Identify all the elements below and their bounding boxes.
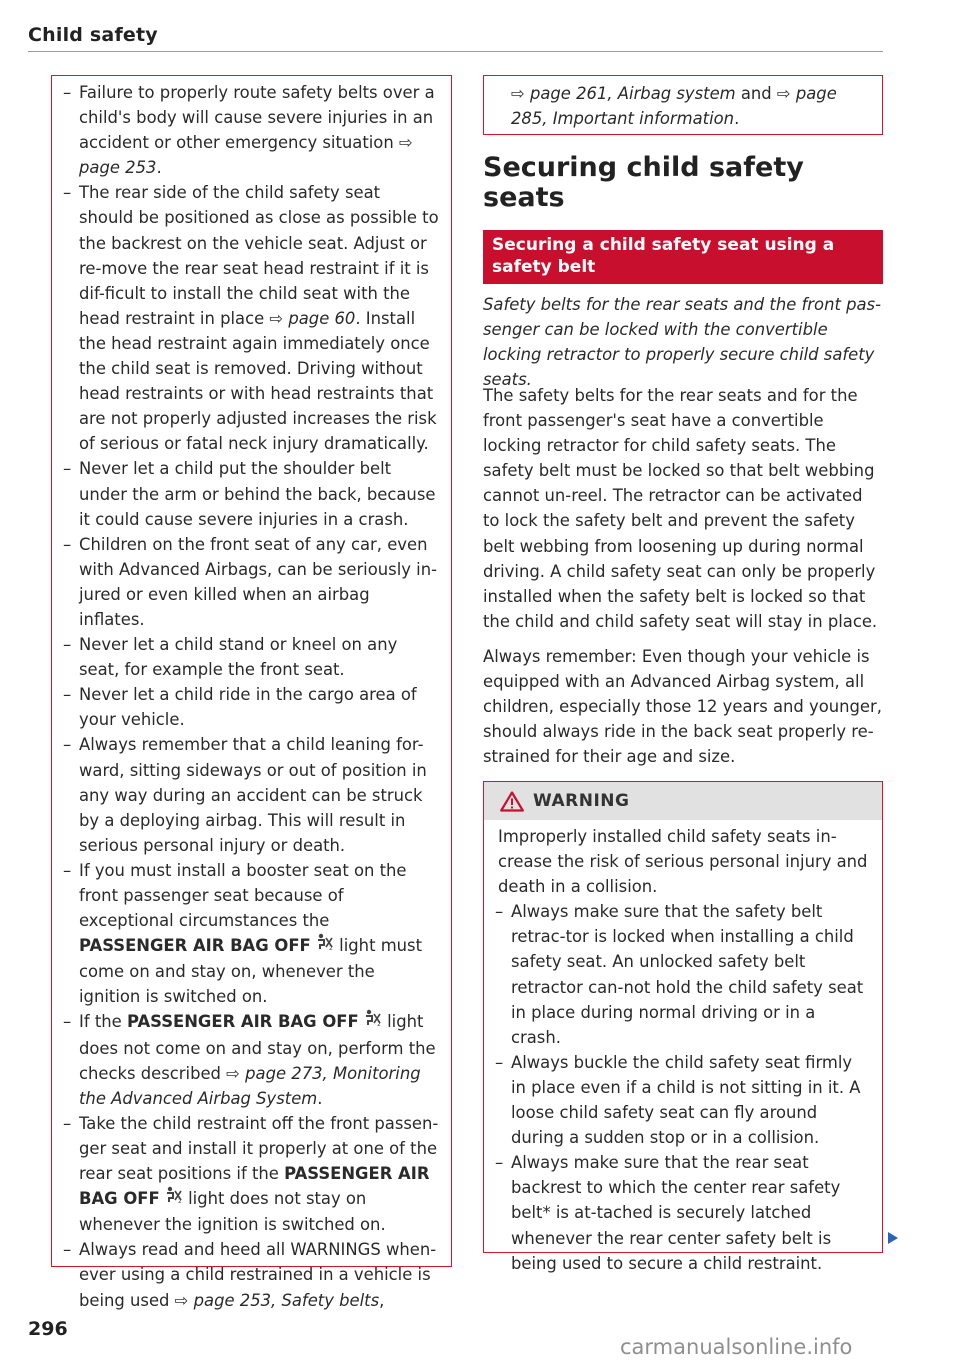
warning-list-item: – Never let a child put the shoulder belt under the arm or behind the back, because it could cause severe injuries in a crash. <box>52 456 451 531</box>
intro-paragraph: Safety belts for the rear seats and the front pas-senger can be locked with the convertible locking retractor to properly secure child safety seats. <box>483 295 881 390</box>
page-reference-arrow-icon: ⇨ <box>398 133 413 153</box>
warning-list-item: – Always make sure that the rear seat backrest to which the center rear safety belt* is at-tached is securely latched whenever the rear center safety belt is being used to secure a child restraint. <box>484 1150 882 1275</box>
passenger-airbag-off-icon <box>165 1186 183 1212</box>
indicator-light-name: PASSENGER AIR BAG OFF <box>79 1164 430 1209</box>
left-warning-list <box>52 76 451 1313</box>
indicator-light-name: PASSENGER AIR BAG OFF <box>79 936 311 956</box>
warning-list-item: – Children on the front seat of any car, even with Advanced Airbags, can be seriously in-jured or even killed when an airbag inflates. <box>52 532 451 632</box>
page-reference-link[interactable]: page 285, Important information <box>511 84 837 129</box>
warning-list-item: – Take the child restraint off the front passen-ger seat and install it properly at one of the rear seat positions if the PASSENGER AIR BAG OFF 2 light does not stay on whenever the ignition is switched on. <box>52 1111 451 1237</box>
warning-list-item: – If the PASSENGER AIR BAG OFF 2 light does not come on and stay on, perform the checks described ⇨ page 273, Monitoring the Advanced Airbag System. <box>52 1009 451 1110</box>
warning-list-item: – The rear side of the child safety seat should be positioned as close as possible to the backrest on the vehicle seat. Adjust or re-move the rear seat head restraint if it is dif-ficult to install the child seat with the head restraint in place ⇨ page 60. Install the head restraint again immediately once the child seat is removed. Driving without head restraints or with head restraints that are not properly adjusted increases the risk of serious or fatal neck injury dramatically. <box>52 180 451 456</box>
page-reference-arrow-icon: ⇨ <box>174 1290 194 1310</box>
watermark: carmanualsonline.info <box>620 1335 853 1359</box>
continued-arrow-icon <box>888 1232 898 1244</box>
section-title: Securing child safety seats <box>483 152 804 213</box>
warning-list-item: – Always buckle the child safety seat firmly in place even if a child is not sitting in it. A loose child safety seat can fly around during a sudden stop or in a collision. <box>484 1050 882 1150</box>
warning-list-item: – Always make sure that the safety belt retrac-tor is locked when installing a child safety seat. An unlocked safety belt retractor can-not hold the child safety seat in place during normal driving or in a crash. <box>484 899 882 1050</box>
body-paragraph-remember: Always remember: Even though your vehicle is equipped with an Advanced Airbag system, all children, especially those 12 years and younger, should always ride in the back seat properly re-strained for their age and size. <box>483 647 882 767</box>
subsection-banner: Securing a child safety seat using a safety belt <box>483 230 883 284</box>
page-reference-arrow-icon: ⇨ <box>511 84 530 103</box>
svg-text:2: 2 <box>376 1021 380 1027</box>
page-reference-link[interactable]: page 253, Safety belts <box>193 1290 380 1310</box>
page-reference-link[interactable]: page 253 <box>79 158 157 178</box>
svg-text:2: 2 <box>177 1198 181 1204</box>
indicator-light-name: PASSENGER AIR BAG OFF <box>126 1012 359 1032</box>
warning-reference-text: ⇨ page 261, Airbag system and ⇨ page 285, Important information. <box>511 84 837 129</box>
running-header: Child safety <box>28 24 158 46</box>
warning-box <box>483 781 883 1273</box>
warning-list-item: – Never let a child ride in the cargo area of your vehicle. <box>52 682 451 732</box>
left-warning-continuation-box <box>51 75 452 1310</box>
warning-list-item: – If you must install a booster seat on the front passenger seat because of exceptional circumstances the PASSENGER AIR BAG OFF 2 light must come on and stay on, whenever the ignition is switched on. <box>52 858 451 1010</box>
warning-header <box>484 782 882 820</box>
body-paragraph-retractor: The safety belts for the rear seats and for the front passenger's seat have a convertible locking retractor for child safety seats. The safety belt must be locked so that belt webbing cannot un-reel. The retractor can be activated to lock the safety belt and prevent the safety belt webbing from loosening up during normal driving. A child safety seat can only be properly installed when the safety belt is locked so that the child and child safety seat will stay in place. <box>483 386 878 631</box>
page-reference-link[interactable]: page 261, Airbag system <box>529 84 736 103</box>
page-reference-arrow-icon: ⇨ <box>776 84 796 103</box>
passenger-airbag-off-icon <box>364 1009 382 1035</box>
page-reference-link[interactable]: page 273, Monitoring the Advanced Airbag System <box>79 1063 421 1108</box>
page-reference-arrow-icon: ⇨ <box>269 308 289 328</box>
page-reference-link[interactable]: page 60 <box>288 308 356 328</box>
page-number: 296 <box>28 1318 68 1340</box>
right-warning-list <box>484 899 882 1275</box>
warning-heading: WARNING <box>533 791 630 811</box>
warning-list-item: – Failure to properly route safety belts over a child's body will cause severe injuries in an accident or other emergency situation ⇨ page 253. <box>52 80 451 180</box>
warning-list-item: – Never let a child stand or kneel on any seat, for example the front seat. <box>52 632 451 682</box>
page-reference-arrow-icon: ⇨ <box>226 1063 246 1083</box>
warning-triangle-icon <box>500 791 524 812</box>
warning-list-item: – Always read and heed all WARNINGS when-ever using a child restrained in a vehicle is being used ⇨ page 253, Safety belts, <box>52 1237 451 1312</box>
passenger-airbag-off-icon <box>316 933 334 959</box>
warning-reference-box <box>483 75 883 135</box>
warning-intro: Improperly installed child safety seats in-crease the risk of serious personal injury and death in a collision. <box>498 827 868 897</box>
svg-text:2: 2 <box>328 945 332 951</box>
warning-list-item: – Always remember that a child leaning for-ward, sitting sideways or out of position in any way during an accident can be struck by a deploying airbag. This will result in serious personal injury or death. <box>52 732 451 857</box>
header-rule <box>28 51 883 52</box>
